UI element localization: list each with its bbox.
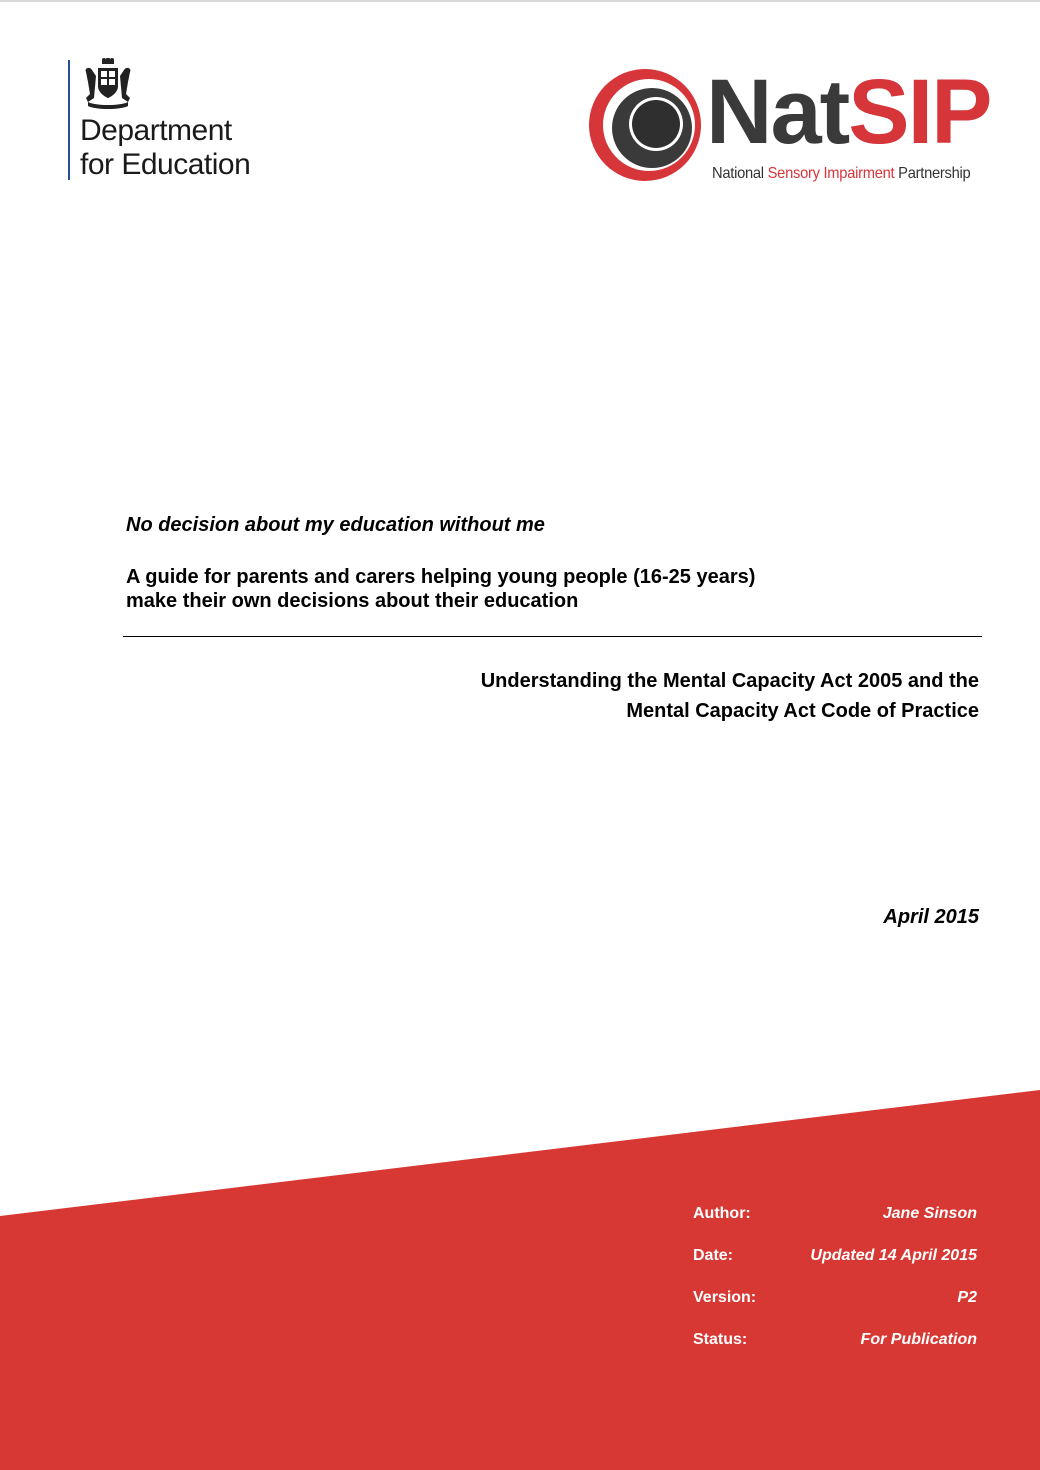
natsip-wordmark: [706, 62, 991, 162]
royal-coat-of-arms-icon: [80, 58, 136, 110]
act-title: [481, 666, 979, 726]
natsip-wordmark-sip: SIP: [848, 61, 991, 163]
meta-label: Date:: [693, 1247, 734, 1264]
meta-label: Status:: [693, 1331, 748, 1348]
meta-label: Version:: [693, 1289, 757, 1306]
natsip-tagline: [712, 164, 970, 184]
natsip-tagline-part2: Sensory Impairment: [767, 165, 895, 182]
top-rule: [0, 0, 1040, 2]
meta-row-status: [693, 1331, 977, 1373]
dfe-logo-line1: Department: [80, 114, 232, 147]
document-title-line1: A guide for parents and carers helping young people (16-25 years): [126, 566, 756, 588]
meta-label: Author:: [693, 1205, 751, 1222]
act-title-line1: Understanding the Mental Capacity Act 2005 and the: [480, 670, 979, 692]
dfe-logo: [66, 58, 286, 183]
natsip-logo: [586, 61, 996, 190]
natsip-tagline-part1: National: [712, 165, 768, 182]
meta-row-author: [693, 1205, 977, 1247]
dfe-logo-line2: for Education: [80, 148, 251, 181]
document-meta: [693, 1205, 977, 1373]
dfe-logo-bar: [68, 60, 70, 180]
meta-value: For Publication: [860, 1331, 977, 1348]
natsip-circle-mark-icon: [586, 66, 704, 184]
meta-value: Updated 14 April 2015: [810, 1247, 977, 1264]
meta-value: Jane Sinson: [882, 1205, 977, 1222]
title-divider: [123, 636, 982, 637]
document-subtitle: No decision about my education without me: [126, 514, 545, 536]
publication-date: April 2015: [883, 906, 979, 928]
meta-value: P2: [957, 1289, 977, 1306]
natsip-wordmark-nat: Nat: [706, 61, 849, 163]
dfe-logo-text: [80, 114, 250, 182]
meta-row-version: [693, 1289, 977, 1331]
document-title: [126, 565, 755, 613]
natsip-tagline-part3: Partnership: [894, 165, 971, 182]
meta-row-date: [693, 1247, 977, 1289]
act-title-line2: Mental Capacity Act Code of Practice: [626, 700, 979, 722]
document-title-line2: make their own decisions about their education: [126, 590, 579, 612]
